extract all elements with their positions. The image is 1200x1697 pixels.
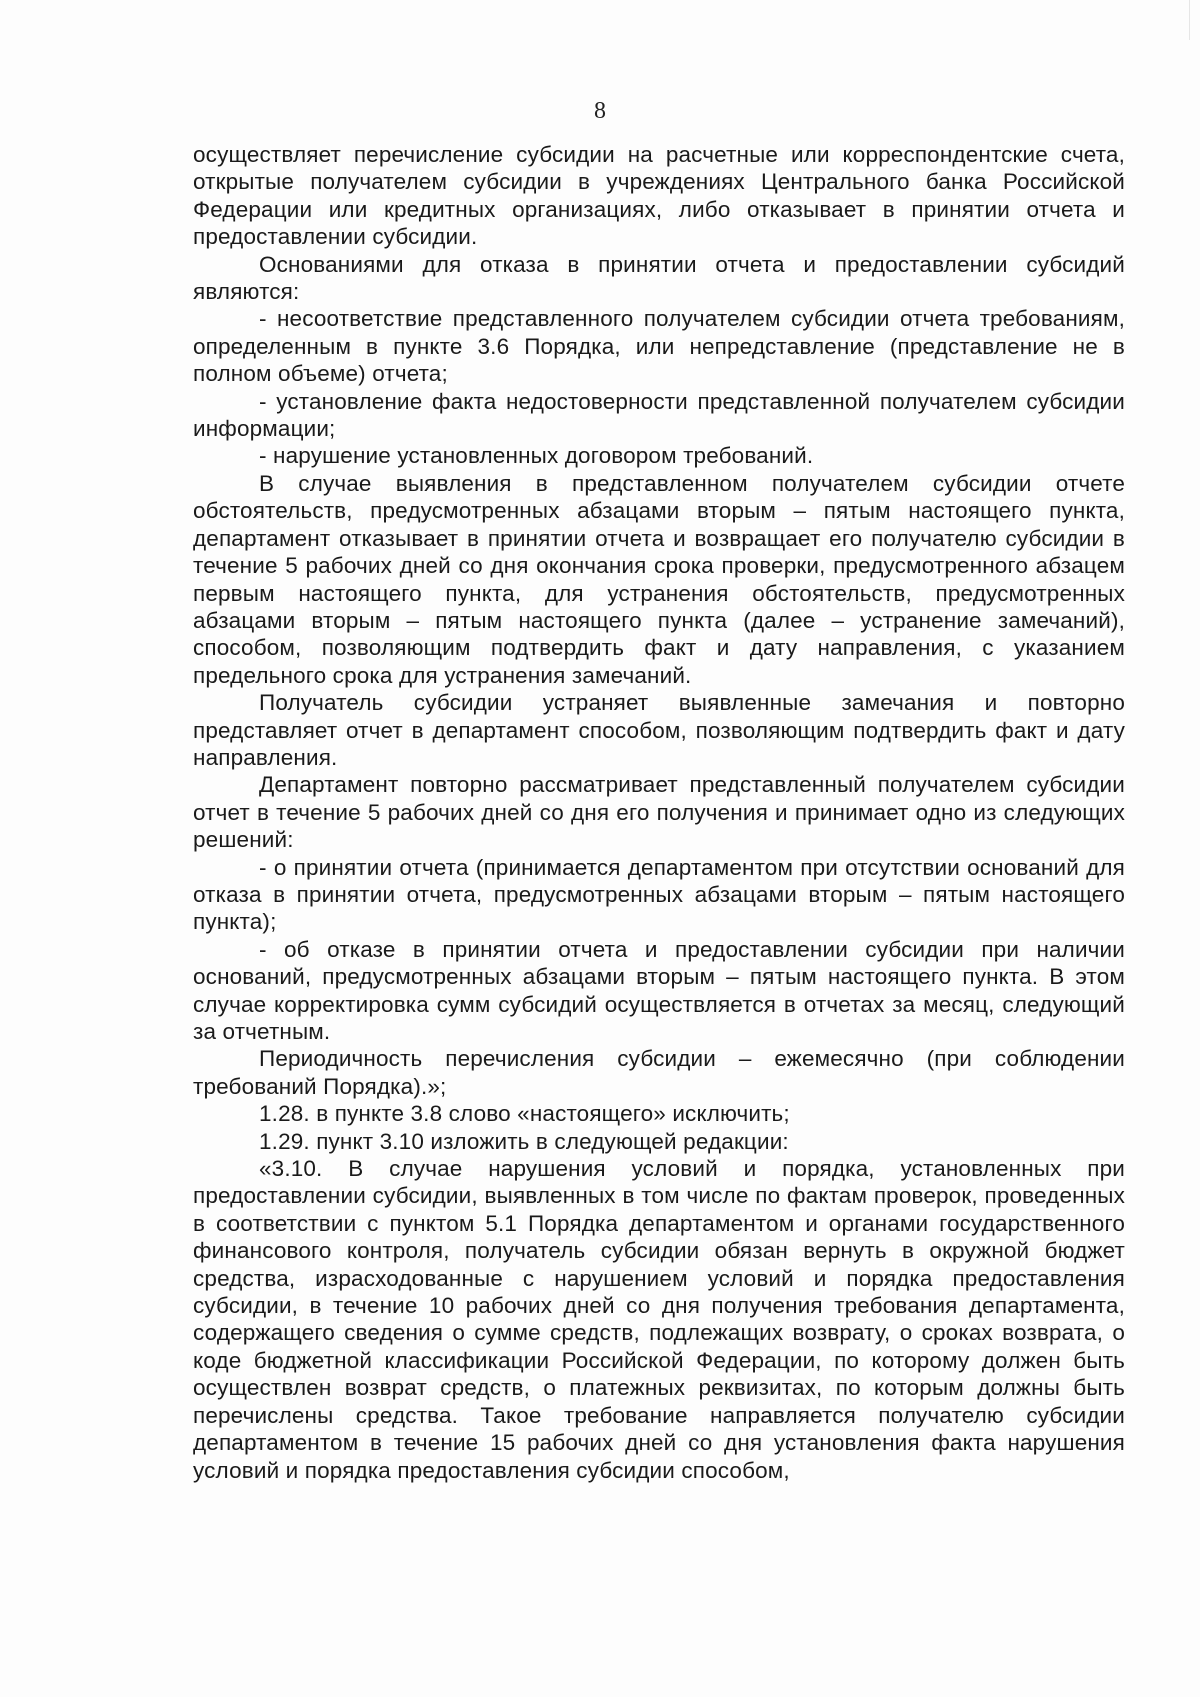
list-item-contract-violation: - нарушение установленных договором требований. (259, 443, 814, 469)
page-number: 8 (594, 98, 606, 124)
scan-edge (1189, 0, 1200, 40)
paragraph-refusal-grounds: Основаниями для отказа в принятии отчета и предоставлении субсидий являются: (193, 251, 1125, 305)
paragraph-periodicity: Периодичность перечисления субсидии – ежемесячно (при соблюдении требований Порядка).»; (193, 1046, 1125, 1099)
paragraph-remarks-fix: Получатель субсидии устраняет выявленные замечания и повторно представляет отчет в департамент способом, позволяющим подтвердить факт и дату направления. (193, 690, 1125, 770)
list-item-refuse: - об отказе в принятии отчета и предоставлении субсидии при наличии оснований, предусмотренных абзацами вторым – пятым настоящего пункта. В этом случае корректировка сумм субсидий осуществляется в отчетах за месяц, следующий за отчетным. (193, 936, 1125, 1044)
document-body (193, 141, 1125, 1484)
list-item-noncompliance: - несоответствие представленного получателем субсидии отчета требованиям, определенным в пункте 3.6 Порядка, или непредставление (представление не в полном объеме) отчета; (193, 306, 1125, 387)
paragraph-continuation: осуществляет перечисление субсидии на расчетные или корреспондентские счета, открытые получателем субсидии в учреждениях Центрального банка Российской Федерации или кредитных организациях, либо отказывает в принятии отчета и предоставлении субсидии. (193, 142, 1125, 250)
list-item-accept: - о принятии отчета (принимается департаментом при отсутствии оснований для отказа в принятии отчета, предусмотренных абзацами вторым – пятым настоящего пункта); (193, 854, 1125, 935)
paragraph-report-return: В случае выявления в представленном получателем субсидии отчете обстоятельств, предусмотренных абзацами вторым – пятым настоящего пункта, департамент отказывает в принятии отчета и возвращает его получателю субсидии в течение 5 рабочих дней со дня окончания срока проверки, предусмотренного абзацем первым настоящего пункта, для устранения обстоятельств, предусмотренных абзацами вторым – пятым настоящего пункта (далее – устранение замечаний), способом, позволяющим подтвердить факт и дату направления, с указанием предельного срока для устранения замечаний. (193, 470, 1125, 688)
list-item-unreliable-info: - установление факта недостоверности представленной получателем субсидии информации; (193, 388, 1125, 442)
paragraph-3-10: «3.10. В случае нарушения условий и порядка, установленных при предоставлении субсидии, выявленных в том числе по фактам проверок, проведенных в соответствии с пунктом 5.1 Порядка департаментом и органами государственного финансового контроля, получатель субсидии обязан вернуть в окружной бюджет средства, израсходованные с нарушением условий и порядка предоставления субсидии, в течение 10 рабочих дней со дня получения требования департамента, содержащего сведения о сумме средств, подлежащих возврату, о сроках возврата, о коде бюджетной классификации Российской Федерации, по которому должен быть осуществлен возврат средств, о платежных реквизитах, по которым должны быть перечислены средства. Такое требование направляется получателю субсидии департаментом в течение 15 рабочих дней со дня установления факта нарушения условий и порядка предоставления субсидии способом, (193, 1156, 1125, 1483)
amendment-1-29: 1.29. пункт 3.10 изложить в следующей редакции: (259, 1128, 789, 1154)
paragraph-repeat-review: Департамент повторно рассматривает представленный получателем субсидии отчет в течение 5 рабочих дней со дня его получения и принимает одно из следующих решений: (193, 772, 1125, 853)
amendment-1-28: 1.28. в пункте 3.8 слово «настоящего» исключить; (259, 1101, 790, 1127)
